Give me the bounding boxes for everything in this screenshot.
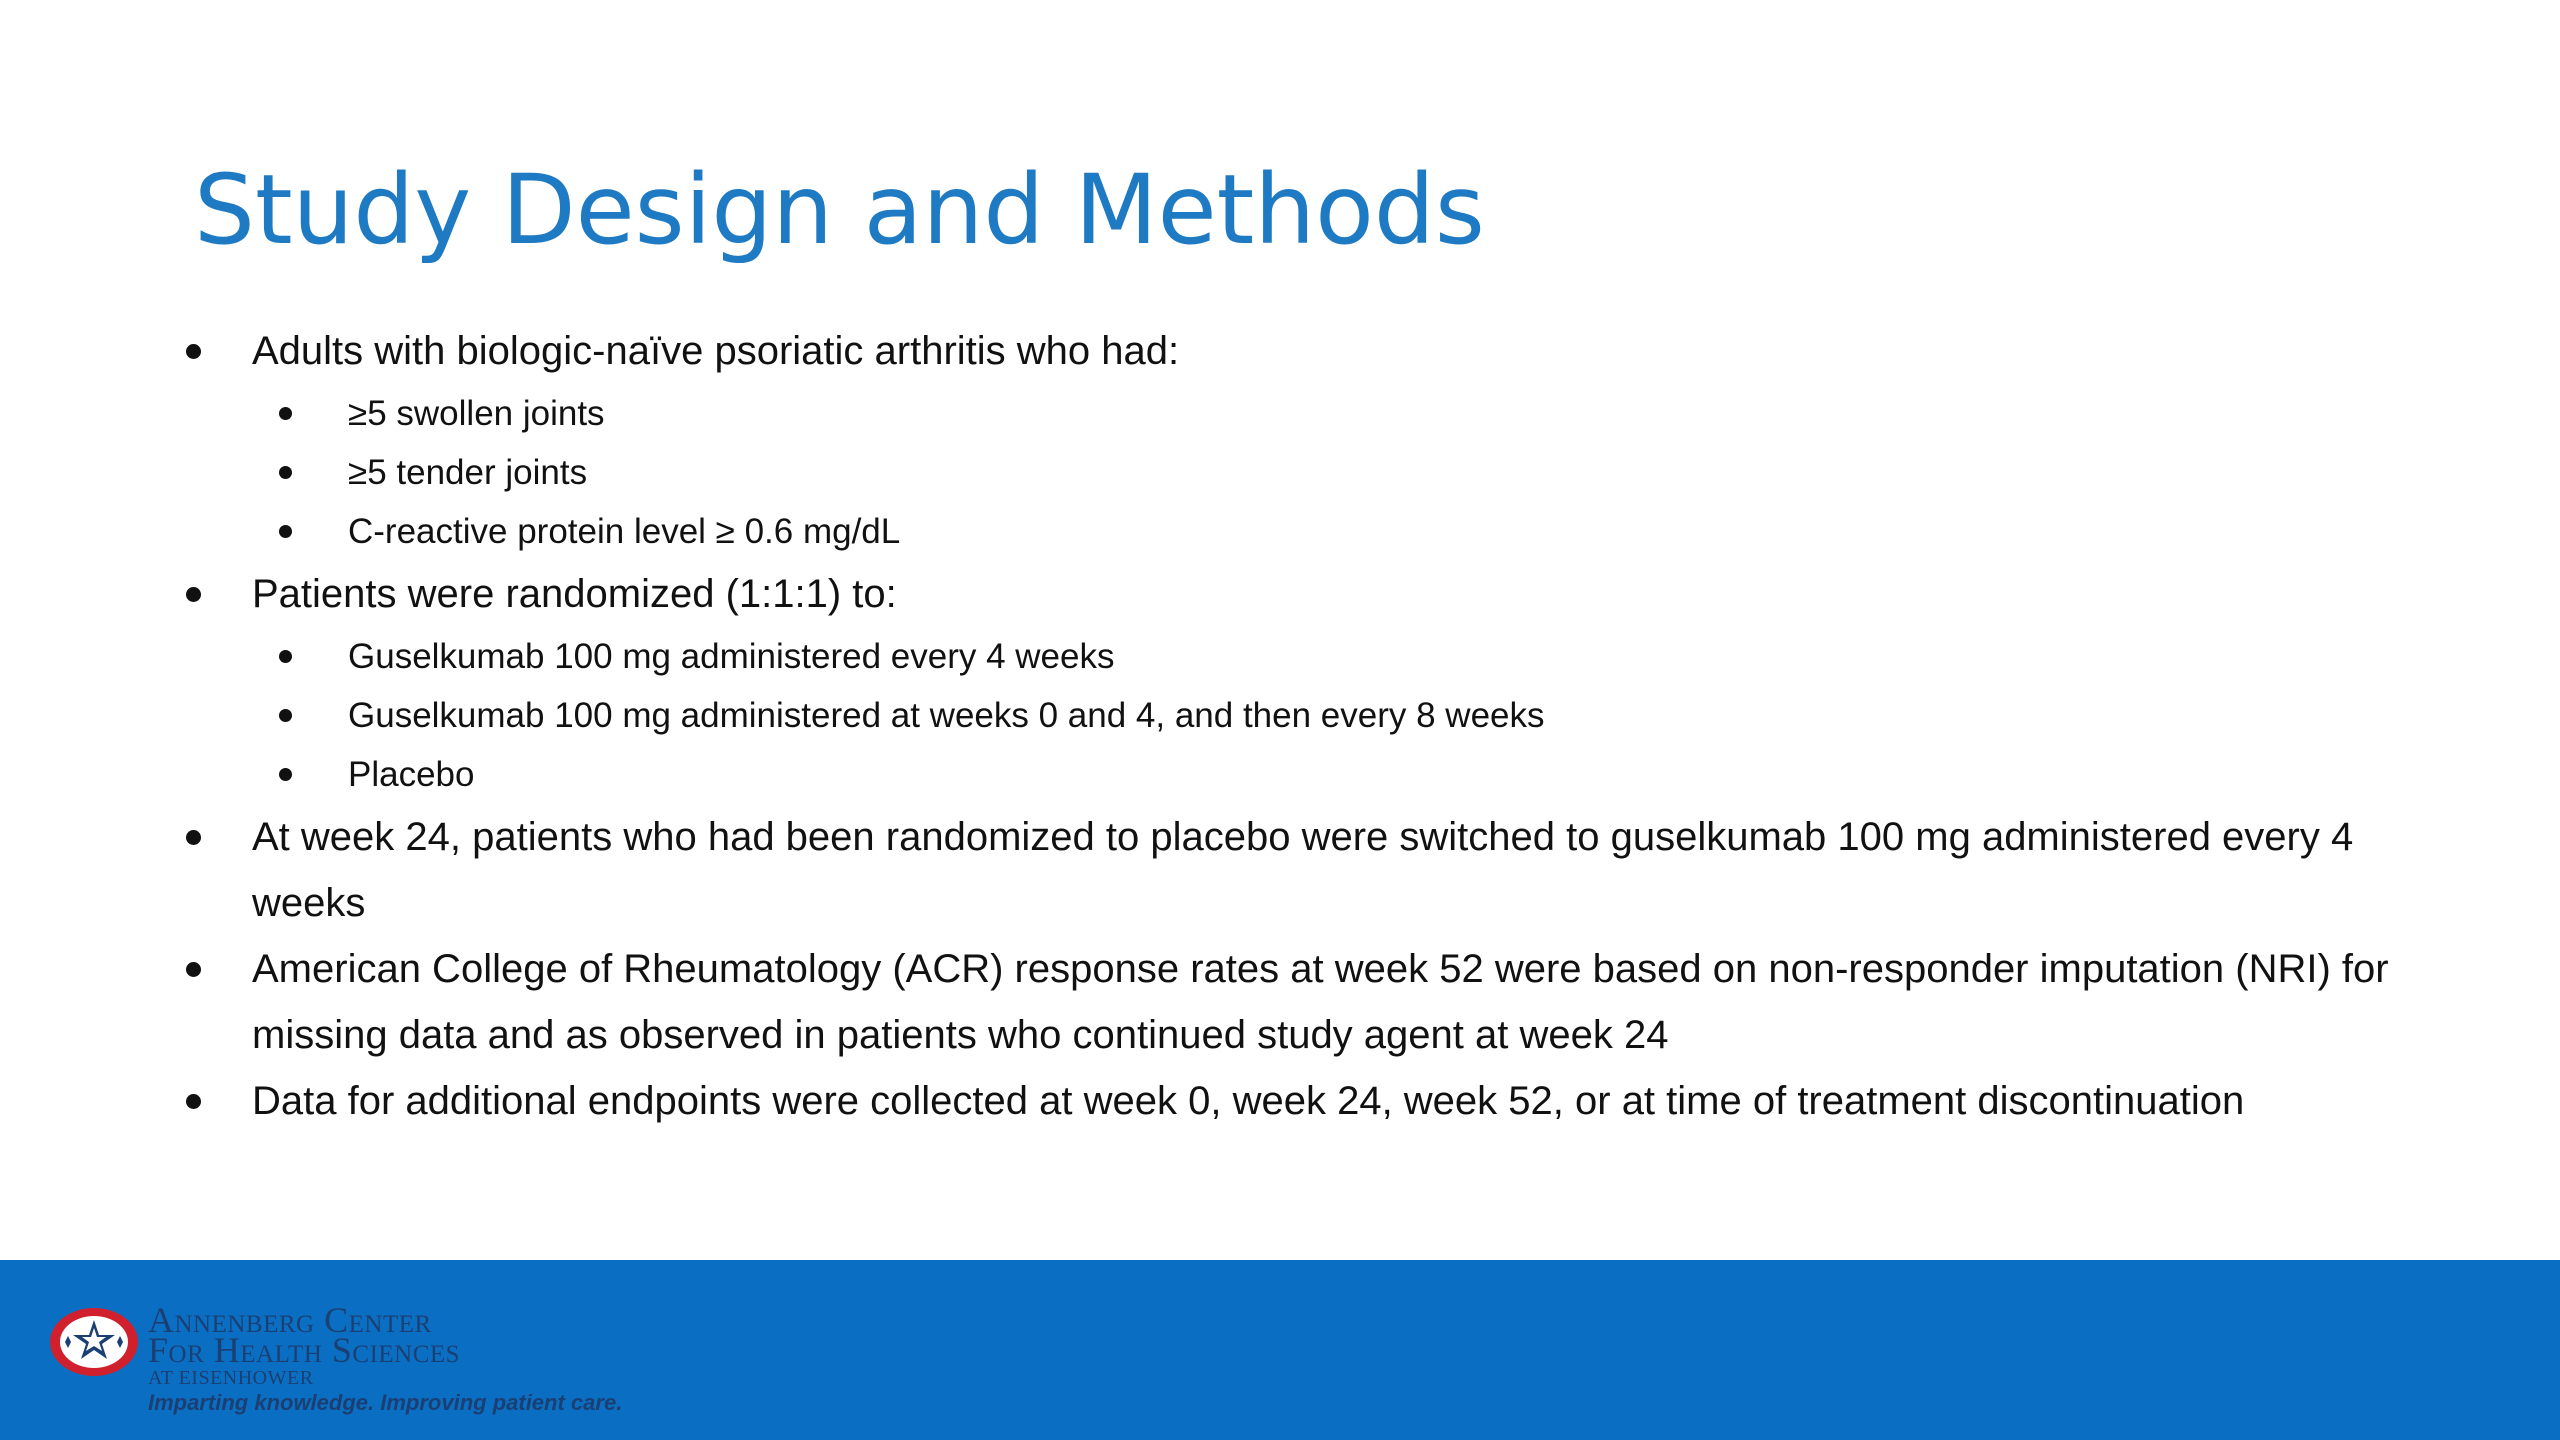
logo-text-line3: AT EISENHOWER <box>148 1367 314 1389</box>
sub-bullet-item: Placebo <box>348 745 2430 804</box>
sub-bullet-item: ≥5 swollen joints <box>348 384 2430 443</box>
star-emblem-icon <box>48 1306 140 1378</box>
bullet-item: Adults with biologic-naïve psoriatic arthritis who had: <box>170 318 2430 384</box>
logo-text-line1: Annenberg Center <box>148 1300 432 1340</box>
bullet-list <box>170 318 2430 1134</box>
annenberg-logo <box>48 1288 848 1428</box>
bullet-item: Patients were randomized (1:1:1) to: <box>170 561 2430 627</box>
sub-bullet-item: Guselkumab 100 mg administered every 4 weeks <box>348 627 2430 686</box>
bullet-item: At week 24, patients who had been randomized to placebo were switched to guselkumab 100 mg administered every 4 weeks <box>170 804 2430 936</box>
sub-bullet-item: C-reactive protein level ≥ 0.6 mg/dL <box>348 502 2430 561</box>
logo-text-line2: For Health Sciences <box>148 1330 461 1370</box>
sub-bullet-item: Guselkumab 100 mg administered at weeks 0 and 4, and then every 8 weeks <box>348 686 2430 745</box>
slide-title: Study Design and Methods <box>194 154 1485 266</box>
bullet-item: Data for additional endpoints were collected at week 0, week 24, week 52, or at time of treatment discontinuation <box>170 1068 2430 1134</box>
bullet-item: American College of Rheumatology (ACR) response rates at week 52 were based on non-responder imputation (NRI) for missing data and as observed in patients who continued study agent at week 24 <box>170 936 2430 1068</box>
footer-band <box>0 1260 2560 1440</box>
sub-bullet-item: ≥5 tender joints <box>348 443 2430 502</box>
logo-tagline: Imparting knowledge. Improving patient care. <box>148 1390 623 1415</box>
